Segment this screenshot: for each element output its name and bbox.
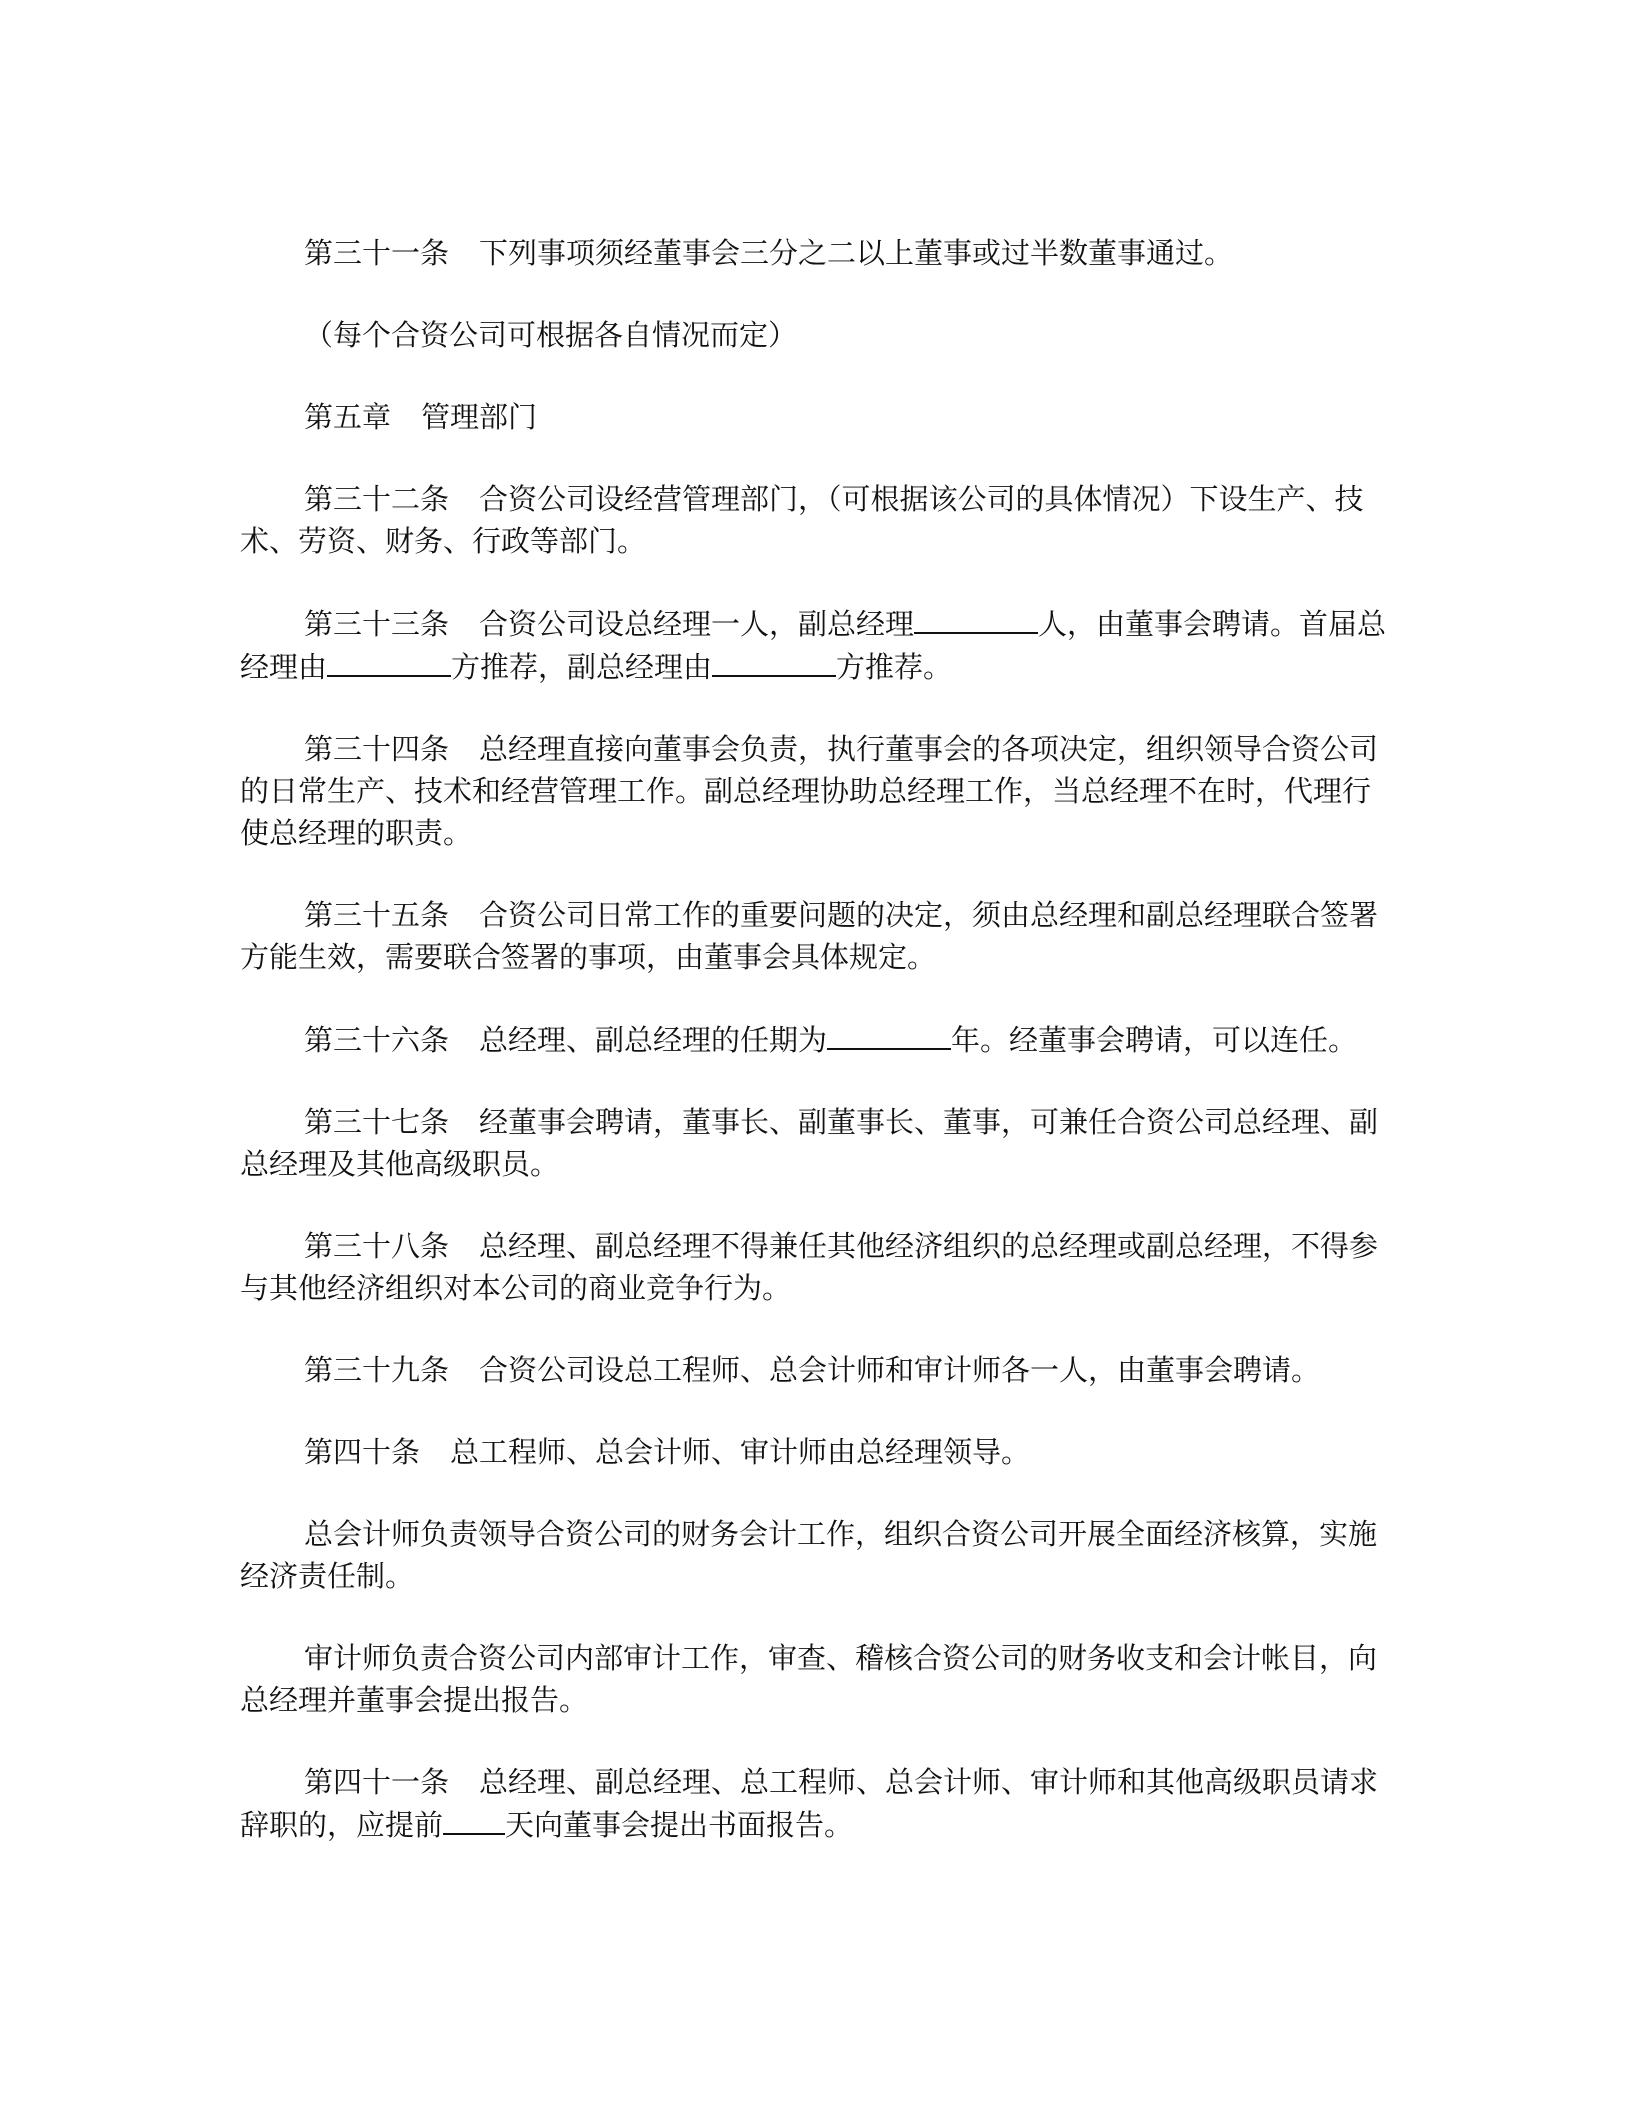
article-text: 总工程师、总会计师、审计师由总经理领导。 [450,1435,1031,1469]
paragraph-article-34 [240,728,1390,854]
article-text: 总经理、副总经理的任期为 [479,1023,828,1057]
document-page [240,232,1390,1886]
article-number: 第三十五条 [304,898,450,932]
article-text: 方推荐，副总经理由 [451,650,713,684]
article-text: 年。经董事会聘请，可以连任。 [951,1023,1358,1057]
paragraph-chief-accountant [240,1513,1390,1597]
note-text: （每个合资公司可根据各自情况而定） [304,318,798,352]
article-number: 第三十八条 [304,1229,450,1263]
article-number: 第四十条 [304,1435,421,1469]
article-text: 下列事项须经董事会三分之二以上董事或过半数董事通过。 [479,236,1234,270]
paragraph-article-35 [240,894,1390,978]
article-number: 第三十七条 [304,1105,450,1139]
article-number: 第三十一条 [304,236,450,270]
article-text: 方推荐。 [836,650,953,684]
article-text: 合资公司设总工程师、总会计师和审计师各一人，由董事会聘请。 [479,1353,1321,1387]
article-text: 合资公司设经营管理部门，（可根据该公司的具体情况）下设生产、技术、劳资、财务、行政等部门。 [240,482,1364,558]
article-text: 经董事会聘请，董事长、副董事长、董事，可兼任合资公司总经理、副总经理及其他高级职员。 [240,1105,1379,1181]
article-text: 总会计师负责领导合资公司的财务会计工作，组织合资公司开展全面经济核算，实施经济责任制。 [240,1517,1378,1593]
article-text: 合资公司日常工作的重要问题的决定，须由总经理和副总经理联合签署方能生效，需要联合签署的事项，由董事会具体规定。 [240,898,1379,974]
chapter-number: 第五章 [304,400,392,434]
paragraph-article-41 [240,1761,1390,1846]
article-number: 第三十九条 [304,1353,450,1387]
paragraph-article-40 [240,1431,1390,1473]
article-text: 总经理、副总经理不得兼任其他经济组织的总经理或副总经理，不得参与其他经济组织对本公司的商业竞争行为。 [240,1229,1379,1305]
chapter-heading [240,396,1390,438]
article-text: 天向董事会提出书面报告。 [505,1808,854,1842]
article-text: 总经理、副总经理、总工程师、总会计师、审计师和其他高级职员请求辞职的，应提前 [240,1765,1379,1842]
fill-blank [443,1803,505,1835]
fill-blank [827,1018,951,1050]
article-number: 第三十四条 [304,732,450,766]
paragraph-article-32 [240,478,1390,562]
paragraph-article-31 [240,232,1390,274]
article-text: 合资公司设总经理一人，副总经理 [479,607,915,641]
article-number: 第三十六条 [304,1023,450,1057]
paragraph-article-37 [240,1101,1390,1185]
article-number: 第三十三条 [304,607,450,641]
fill-blank [712,645,836,677]
article-number: 第四十一条 [304,1765,450,1799]
paragraph-article-36 [240,1018,1390,1061]
fill-blank [914,602,1038,634]
chapter-title: 管理部门 [421,400,538,434]
paragraph-auditor [240,1637,1390,1721]
article-text: 审计师负责合资公司内部审计工作，审查、稽核合资公司的财务收支和会计帐目，向总经理并董事会提出报告。 [240,1641,1378,1717]
paragraph-article-38 [240,1225,1390,1309]
paragraph-article-39 [240,1349,1390,1391]
paragraph-note [240,314,1390,356]
article-number: 第三十二条 [304,482,450,516]
article-text: 总经理直接向董事会负责，执行董事会的各项决定，组织领导合资公司的日常生产、技术和经营管理工作。副总经理协助总经理工作，当总经理不在时，代理行使总经理的职责。 [240,732,1379,850]
fill-blank [327,645,451,677]
article-text: 人，由董事会聘请。首届总经理由 [240,607,1387,684]
paragraph-article-33 [240,602,1390,688]
